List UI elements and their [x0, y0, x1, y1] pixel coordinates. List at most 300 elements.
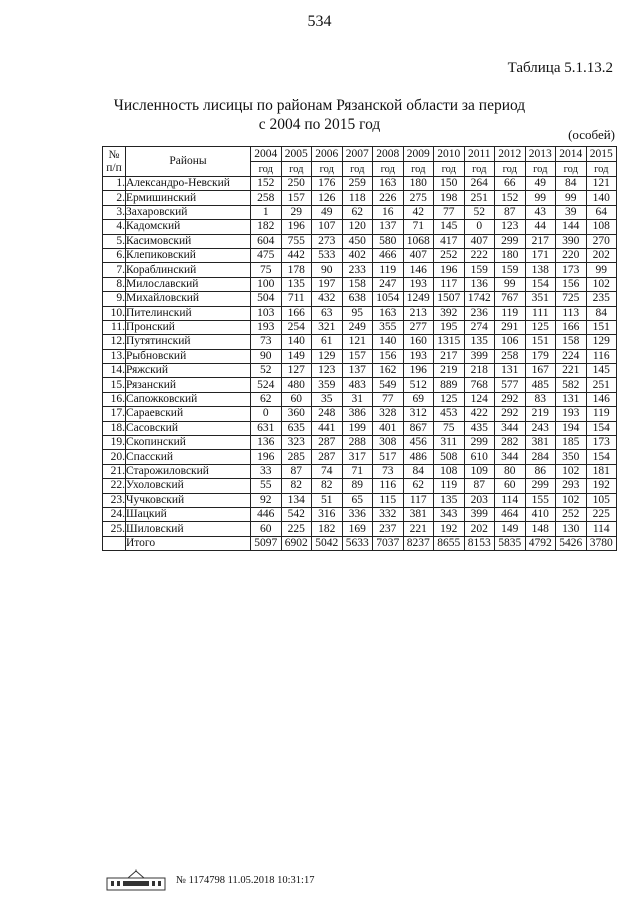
- row-number: 3.: [103, 205, 126, 219]
- header-god-label: год: [586, 162, 617, 177]
- header-districts: Районы: [126, 147, 251, 177]
- count-cell: 182: [251, 220, 282, 234]
- table-row: [103, 450, 617, 464]
- count-cell: 504: [251, 292, 282, 306]
- count-cell: 49: [312, 205, 343, 219]
- count-cell: 213: [403, 306, 434, 320]
- count-cell: 508: [434, 450, 465, 464]
- count-cell: 343: [434, 507, 465, 521]
- district-name: Касимовский: [126, 234, 251, 248]
- count-cell: 254: [281, 320, 312, 334]
- row-number: 12.: [103, 335, 126, 349]
- count-cell: 203: [464, 493, 495, 507]
- count-cell: 252: [556, 507, 587, 521]
- count-cell: 125: [525, 320, 556, 334]
- header-number: № п/п: [103, 147, 126, 177]
- header-year-2007: 2007: [342, 147, 373, 162]
- count-cell: 299: [464, 436, 495, 450]
- count-cell: 75: [434, 421, 465, 435]
- count-cell: 610: [464, 450, 495, 464]
- count-cell: 135: [281, 277, 312, 291]
- count-cell: 159: [464, 263, 495, 277]
- count-cell: 867: [403, 421, 434, 435]
- count-cell: 512: [403, 378, 434, 392]
- count-cell: 51: [312, 493, 343, 507]
- header-god-label: год: [464, 162, 495, 177]
- title-line-2: с 2004 по 2015 год: [258, 116, 381, 133]
- row-number: 13.: [103, 349, 126, 363]
- count-cell: 225: [281, 522, 312, 536]
- count-cell: 162: [373, 364, 404, 378]
- district-name: Шацкий: [126, 507, 251, 521]
- table-label: Таблица 5.1.13.2: [507, 60, 613, 76]
- row-number: 17.: [103, 407, 126, 421]
- count-cell: 193: [403, 349, 434, 363]
- count-cell: 196: [403, 364, 434, 378]
- count-cell: 108: [434, 464, 465, 478]
- footer: [106, 869, 314, 891]
- count-cell: 381: [525, 436, 556, 450]
- count-cell: 156: [556, 277, 587, 291]
- count-cell: 316: [312, 507, 343, 521]
- count-cell: 137: [373, 220, 404, 234]
- count-cell: 635: [281, 421, 312, 435]
- count-cell: 4792: [525, 536, 556, 550]
- count-cell: 582: [556, 378, 587, 392]
- count-cell: 116: [373, 479, 404, 493]
- count-cell: 299: [495, 234, 526, 248]
- count-cell: 453: [434, 407, 465, 421]
- count-cell: 6902: [281, 536, 312, 550]
- count-cell: 166: [556, 320, 587, 334]
- count-cell: 533: [312, 248, 343, 262]
- count-cell: 42: [403, 205, 434, 219]
- district-name: Чучковский: [126, 493, 251, 507]
- count-cell: 179: [525, 349, 556, 363]
- header-year-2008: 2008: [373, 147, 404, 162]
- page-number: 534: [307, 13, 332, 30]
- count-cell: 1068: [403, 234, 434, 248]
- count-cell: 270: [586, 234, 617, 248]
- count-cell: 199: [342, 421, 373, 435]
- count-cell: 407: [464, 234, 495, 248]
- header-year-2012: 2012: [495, 147, 526, 162]
- count-cell: 277: [403, 320, 434, 334]
- count-cell: 217: [525, 234, 556, 248]
- row-number: [103, 536, 126, 550]
- count-cell: 62: [251, 392, 282, 406]
- table-row: [103, 392, 617, 406]
- count-cell: 82: [281, 479, 312, 493]
- district-name: Сараевский: [126, 407, 251, 421]
- count-cell: 399: [464, 507, 495, 521]
- count-cell: 344: [495, 421, 526, 435]
- table-row: [103, 335, 617, 349]
- count-cell: 193: [403, 277, 434, 291]
- count-cell: 63: [312, 306, 343, 320]
- count-cell: 486: [403, 450, 434, 464]
- count-cell: 49: [525, 177, 556, 191]
- count-cell: 312: [403, 407, 434, 421]
- header-year-2014: 2014: [556, 147, 587, 162]
- row-number: 4.: [103, 220, 126, 234]
- table-row: [103, 349, 617, 363]
- count-cell: 131: [556, 392, 587, 406]
- table-row: [103, 277, 617, 291]
- count-cell: 157: [281, 191, 312, 205]
- count-cell: 604: [251, 234, 282, 248]
- row-number: 9.: [103, 292, 126, 306]
- count-cell: 99: [525, 191, 556, 205]
- count-cell: 138: [525, 263, 556, 277]
- count-cell: 580: [373, 234, 404, 248]
- count-cell: 386: [342, 407, 373, 421]
- count-cell: 73: [251, 335, 282, 349]
- count-cell: 119: [586, 407, 617, 421]
- district-name: Сасовский: [126, 421, 251, 435]
- count-cell: 402: [342, 248, 373, 262]
- count-cell: 180: [403, 177, 434, 191]
- count-cell: 89: [342, 479, 373, 493]
- row-number: 1.: [103, 177, 126, 191]
- count-cell: 117: [403, 493, 434, 507]
- district-name: Рязанский: [126, 378, 251, 392]
- count-cell: 120: [342, 220, 373, 234]
- count-cell: 65: [342, 493, 373, 507]
- header-year-2013: 2013: [525, 147, 556, 162]
- count-cell: 150: [434, 177, 465, 191]
- count-cell: 102: [556, 493, 587, 507]
- table-row: [103, 364, 617, 378]
- count-cell: 407: [403, 248, 434, 262]
- count-cell: 117: [434, 277, 465, 291]
- title-line-1: Численность лисицы по районам Рязанской области за период: [113, 97, 526, 114]
- count-cell: 136: [464, 277, 495, 291]
- count-cell: 44: [525, 220, 556, 234]
- count-cell: 196: [434, 263, 465, 277]
- header-god-label: год: [281, 162, 312, 177]
- count-cell: 193: [251, 320, 282, 334]
- district-name: Итого: [126, 536, 251, 550]
- count-cell: 344: [495, 450, 526, 464]
- count-cell: 95: [342, 306, 373, 320]
- count-cell: 442: [281, 248, 312, 262]
- header-god-label: год: [403, 162, 434, 177]
- count-cell: 258: [495, 349, 526, 363]
- row-number: 24.: [103, 507, 126, 521]
- count-cell: 224: [556, 349, 587, 363]
- count-cell: 299: [525, 479, 556, 493]
- count-cell: 221: [556, 364, 587, 378]
- count-cell: 167: [525, 364, 556, 378]
- count-cell: 236: [464, 306, 495, 320]
- count-cell: 287: [312, 436, 343, 450]
- count-cell: 243: [525, 421, 556, 435]
- count-cell: 166: [281, 306, 312, 320]
- count-cell: 202: [586, 248, 617, 262]
- count-cell: 194: [556, 421, 587, 435]
- table-row: [103, 205, 617, 219]
- count-cell: 222: [464, 248, 495, 262]
- count-cell: 8153: [464, 536, 495, 550]
- district-name: Захаровский: [126, 205, 251, 219]
- count-cell: 233: [342, 263, 373, 277]
- count-cell: 193: [556, 407, 587, 421]
- count-cell: 145: [434, 220, 465, 234]
- count-cell: 135: [464, 335, 495, 349]
- count-cell: 84: [586, 306, 617, 320]
- count-cell: 99: [556, 191, 587, 205]
- count-cell: 768: [464, 378, 495, 392]
- count-cell: 259: [342, 177, 373, 191]
- count-cell: 524: [251, 378, 282, 392]
- count-cell: 1: [251, 205, 282, 219]
- count-cell: 134: [281, 493, 312, 507]
- count-cell: 158: [556, 335, 587, 349]
- count-cell: 109: [464, 464, 495, 478]
- count-cell: 5426: [556, 536, 587, 550]
- count-cell: 60: [495, 479, 526, 493]
- count-cell: 466: [373, 248, 404, 262]
- row-number: 15.: [103, 378, 126, 392]
- count-cell: 287: [312, 450, 343, 464]
- count-cell: 328: [373, 407, 404, 421]
- count-cell: 87: [281, 464, 312, 478]
- count-cell: 119: [373, 263, 404, 277]
- count-cell: 135: [434, 493, 465, 507]
- header-year-2010: 2010: [434, 147, 465, 162]
- count-cell: 359: [312, 378, 343, 392]
- count-cell: 219: [434, 364, 465, 378]
- count-cell: 115: [373, 493, 404, 507]
- count-cell: 111: [525, 306, 556, 320]
- count-cell: 549: [373, 378, 404, 392]
- count-cell: 251: [464, 191, 495, 205]
- count-cell: 155: [525, 493, 556, 507]
- count-cell: 62: [342, 205, 373, 219]
- header-year-2015: 2015: [586, 147, 617, 162]
- count-cell: 108: [586, 220, 617, 234]
- count-cell: 152: [495, 191, 526, 205]
- count-cell: 485: [525, 378, 556, 392]
- total-row: [103, 536, 617, 550]
- district-name: Кораблинский: [126, 263, 251, 277]
- count-cell: 99: [586, 263, 617, 277]
- count-cell: 450: [342, 234, 373, 248]
- count-cell: 1249: [403, 292, 434, 306]
- table-row: [103, 234, 617, 248]
- count-cell: 87: [495, 205, 526, 219]
- count-cell: 151: [525, 335, 556, 349]
- count-cell: 75: [251, 263, 282, 277]
- table-row: [103, 407, 617, 421]
- count-cell: 291: [495, 320, 526, 334]
- count-cell: 71: [403, 220, 434, 234]
- count-cell: 410: [525, 507, 556, 521]
- count-cell: 154: [586, 450, 617, 464]
- count-cell: 178: [281, 263, 312, 277]
- count-cell: 1507: [434, 292, 465, 306]
- count-cell: 195: [434, 320, 465, 334]
- table-row: [103, 292, 617, 306]
- count-cell: 767: [495, 292, 526, 306]
- count-cell: 196: [281, 220, 312, 234]
- count-cell: 16: [373, 205, 404, 219]
- district-name: Шиловский: [126, 522, 251, 536]
- header-god-label: год: [434, 162, 465, 177]
- count-cell: 61: [312, 335, 343, 349]
- count-cell: 273: [312, 234, 343, 248]
- table-body: [103, 177, 617, 551]
- count-cell: 100: [251, 277, 282, 291]
- row-number: 23.: [103, 493, 126, 507]
- count-cell: 82: [312, 479, 343, 493]
- header-god-label: год: [556, 162, 587, 177]
- count-cell: 638: [342, 292, 373, 306]
- count-cell: 401: [373, 421, 404, 435]
- count-cell: 483: [342, 378, 373, 392]
- district-name: Александро-Невский: [126, 177, 251, 191]
- count-cell: 251: [586, 378, 617, 392]
- header-god-label: год: [251, 162, 282, 177]
- row-number: 8.: [103, 277, 126, 291]
- table-row: [103, 464, 617, 478]
- count-cell: 351: [525, 292, 556, 306]
- table-row: [103, 507, 617, 521]
- count-cell: 154: [525, 277, 556, 291]
- count-cell: 220: [556, 248, 587, 262]
- count-cell: 136: [251, 436, 282, 450]
- district-name: Скопинский: [126, 436, 251, 450]
- count-cell: 130: [556, 522, 587, 536]
- count-cell: 284: [525, 450, 556, 464]
- count-cell: 219: [525, 407, 556, 421]
- count-cell: 355: [373, 320, 404, 334]
- count-cell: 107: [312, 220, 343, 234]
- count-cell: 158: [342, 277, 373, 291]
- district-name: Милославский: [126, 277, 251, 291]
- count-cell: 39: [556, 205, 587, 219]
- count-cell: 292: [495, 407, 526, 421]
- header-year-2006: 2006: [312, 147, 343, 162]
- count-cell: 160: [403, 335, 434, 349]
- row-number: 2.: [103, 191, 126, 205]
- count-cell: 140: [373, 335, 404, 349]
- count-cell: 185: [556, 436, 587, 450]
- count-cell: 8655: [434, 536, 465, 550]
- count-cell: 118: [342, 191, 373, 205]
- district-name: Сапожковский: [126, 392, 251, 406]
- count-cell: 60: [281, 392, 312, 406]
- table-row: [103, 493, 617, 507]
- count-cell: 121: [586, 177, 617, 191]
- header-year-2004: 2004: [251, 147, 282, 162]
- row-number: 21.: [103, 464, 126, 478]
- count-cell: 64: [586, 205, 617, 219]
- count-cell: 140: [281, 335, 312, 349]
- count-cell: 169: [342, 522, 373, 536]
- count-cell: 755: [281, 234, 312, 248]
- count-cell: 116: [586, 349, 617, 363]
- header-god-label: год: [342, 162, 373, 177]
- count-cell: 33: [251, 464, 282, 478]
- count-cell: 151: [586, 320, 617, 334]
- count-cell: 332: [373, 507, 404, 521]
- count-cell: 181: [586, 464, 617, 478]
- header-god-label: год: [495, 162, 526, 177]
- count-cell: 422: [464, 407, 495, 421]
- count-cell: 129: [586, 335, 617, 349]
- row-number: 11.: [103, 320, 126, 334]
- count-cell: 35: [312, 392, 343, 406]
- count-cell: 198: [434, 191, 465, 205]
- district-name: Ухоловский: [126, 479, 251, 493]
- count-cell: 221: [403, 522, 434, 536]
- fox-population-table: [102, 146, 617, 551]
- count-cell: 90: [312, 263, 343, 277]
- row-number: 7.: [103, 263, 126, 277]
- count-cell: 225: [586, 507, 617, 521]
- table-row: [103, 421, 617, 435]
- table-row: [103, 320, 617, 334]
- count-cell: 146: [586, 392, 617, 406]
- table-row: [103, 191, 617, 205]
- count-cell: 202: [464, 522, 495, 536]
- row-number: 14.: [103, 364, 126, 378]
- count-cell: 293: [556, 479, 587, 493]
- count-cell: 103: [251, 306, 282, 320]
- count-cell: 105: [586, 493, 617, 507]
- count-cell: 196: [251, 450, 282, 464]
- count-cell: 390: [556, 234, 587, 248]
- count-cell: 192: [586, 479, 617, 493]
- count-cell: 237: [373, 522, 404, 536]
- header-god-label: год: [312, 162, 343, 177]
- count-cell: 163: [373, 177, 404, 191]
- count-cell: 69: [403, 392, 434, 406]
- count-cell: 84: [403, 464, 434, 478]
- count-cell: 129: [312, 349, 343, 363]
- count-cell: 285: [281, 450, 312, 464]
- count-cell: 119: [495, 306, 526, 320]
- count-cell: 432: [312, 292, 343, 306]
- count-cell: 336: [342, 507, 373, 521]
- count-cell: 417: [434, 234, 465, 248]
- district-name: Кадомский: [126, 220, 251, 234]
- unit-label: (особей): [568, 127, 615, 142]
- count-cell: 441: [312, 421, 343, 435]
- header-year-2009: 2009: [403, 147, 434, 162]
- count-cell: 435: [464, 421, 495, 435]
- header-god-label: год: [373, 162, 404, 177]
- count-cell: 31: [342, 392, 373, 406]
- count-cell: 90: [251, 349, 282, 363]
- count-cell: 152: [251, 177, 282, 191]
- count-cell: 99: [495, 277, 526, 291]
- district-name: Путятинский: [126, 335, 251, 349]
- table-row: [103, 263, 617, 277]
- count-cell: 84: [556, 177, 587, 191]
- table-row: [103, 436, 617, 450]
- count-cell: 5835: [495, 536, 526, 550]
- count-cell: 144: [556, 220, 587, 234]
- count-cell: 321: [312, 320, 343, 334]
- count-cell: 173: [586, 436, 617, 450]
- count-cell: 66: [495, 177, 526, 191]
- count-cell: 77: [373, 392, 404, 406]
- count-cell: 711: [281, 292, 312, 306]
- count-cell: 1054: [373, 292, 404, 306]
